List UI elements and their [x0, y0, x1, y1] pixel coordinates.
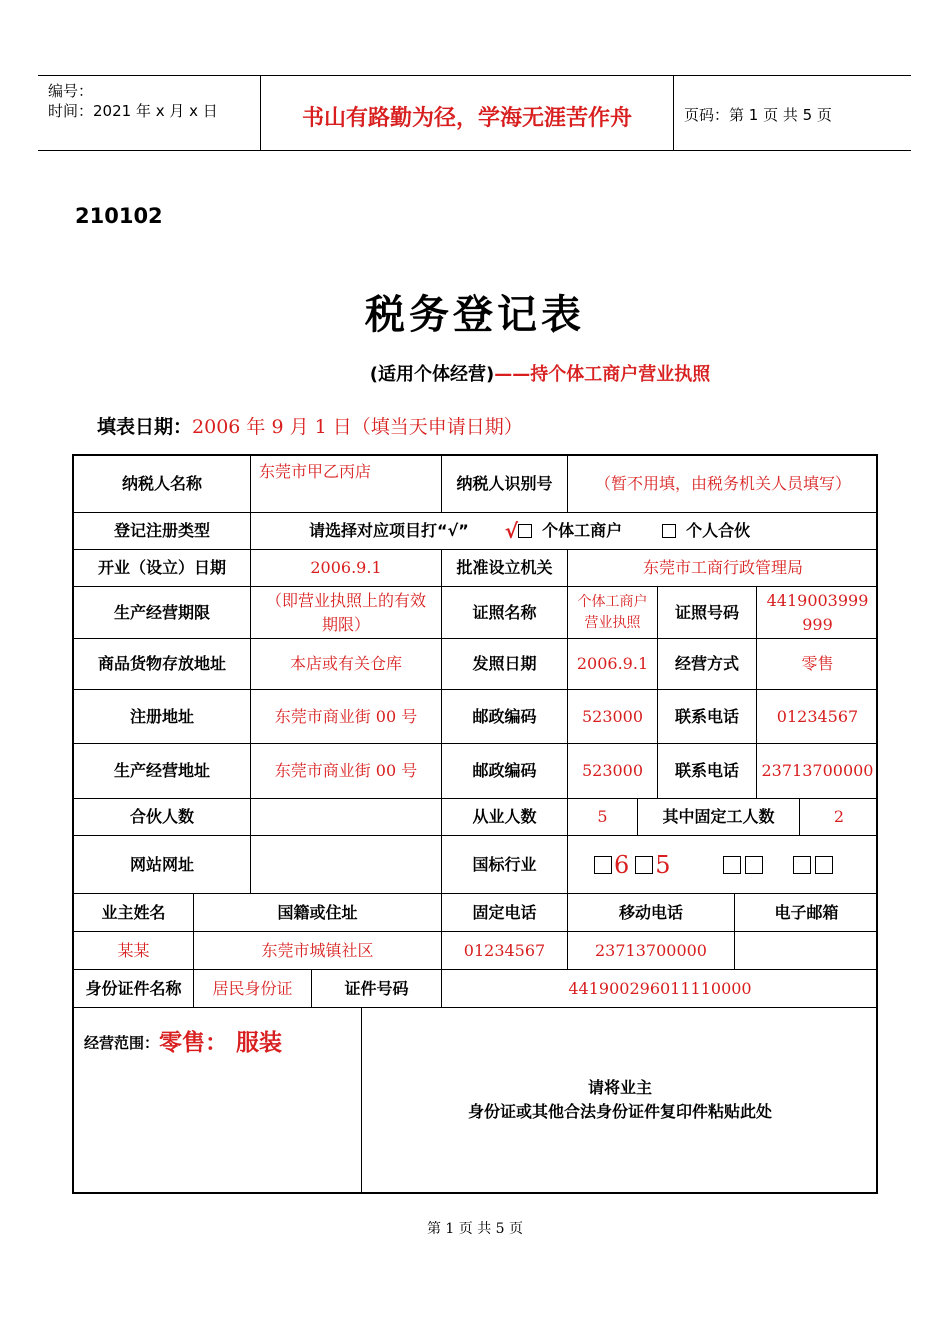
business-address-label: 生产经营地址 [74, 744, 251, 799]
business-period-field[interactable]: （即营业执照上的有效期限） [251, 587, 442, 639]
number-label: 编号： [48, 82, 94, 100]
partner-count-field[interactable] [251, 799, 442, 836]
id-copy-paste-area [362, 1008, 878, 1192]
email-header: 电子邮箱 [735, 894, 878, 932]
motto: 书山有路勤为径，学海无涯苦作舟 [301, 106, 632, 131]
individual-business-checkbox[interactable] [518, 524, 532, 538]
approving-authority-label: 批准设立机关 [442, 550, 568, 587]
id-number-label: 证件号码 [312, 970, 442, 1008]
time-label: 时间：2021 年 x 月 x 日 [48, 102, 218, 120]
owner-name-header: 业主姓名 [74, 894, 194, 932]
taxpayer-name-field[interactable]: 东莞市甲乙丙店 [251, 456, 442, 513]
business-scope-value: 零售： 服装 [159, 1029, 283, 1056]
fill-date [97, 412, 523, 439]
paste-instruction-line1: 请将业主 [587, 1078, 652, 1097]
owner-name-field[interactable]: 某某 [74, 932, 194, 970]
page-footer: 第 1 页 共 5 页 [426, 1221, 524, 1237]
industry-digit-2: 5 [655, 850, 671, 879]
storage-address-field[interactable]: 本店或有关仓库 [251, 639, 442, 690]
business-address-field[interactable]: 东莞市商业街 00 号 [251, 744, 442, 799]
partnership-option: 个人合伙 [686, 521, 751, 540]
landline-header: 固定电话 [442, 894, 568, 932]
fixed-worker-count-label: 其中固定工人数 [638, 799, 800, 836]
header-bottom-rule [38, 150, 911, 151]
taxpayer-name-label: 纳税人名称 [74, 456, 251, 513]
website-label: 网站网址 [74, 836, 251, 894]
owner-mobile-field[interactable]: 23713700000 [568, 932, 735, 970]
individual-business-option: 个体工商户 [542, 521, 623, 540]
registered-address-field[interactable]: 东莞市商业街 00 号 [251, 690, 442, 744]
registered-address-label: 注册地址 [74, 690, 251, 744]
industry-digit-1: 6 [614, 850, 630, 879]
license-number-field[interactable]: 4419003999999 [757, 587, 878, 639]
license-name-field[interactable]: 个体工商户营业执照 [568, 587, 658, 639]
digit-box[interactable] [594, 856, 612, 874]
postal-code-label: 邮政编码 [442, 690, 568, 744]
subtitle-license: ——持个体工商户营业执照 [494, 364, 711, 385]
page-info: 页码：第 1 页 共 5 页 [684, 106, 832, 124]
opening-date-label: 开业（设立）日期 [74, 550, 251, 587]
taxpayer-id-label: 纳税人识别号 [442, 456, 568, 513]
industry-code-boxes[interactable] [568, 836, 878, 894]
industry-code-label: 国标行业 [442, 836, 568, 894]
id-number-field[interactable]: 441900296011110000 [442, 970, 878, 1008]
check-mark-icon: √ [504, 519, 519, 543]
license-name-label: 证照名称 [442, 587, 568, 639]
fill-date-label: 填表日期： [97, 416, 193, 438]
digit-box[interactable] [793, 856, 811, 874]
business-mode-label: 经营方式 [658, 639, 757, 690]
fill-date-value: 2006 年 9 月 1 日（填当天申请日期） [192, 416, 523, 438]
header-divider [673, 75, 674, 150]
phone-label: 联系电话 [658, 690, 757, 744]
partnership-checkbox[interactable] [662, 524, 676, 538]
business-scope-label: 经营范围： [84, 1034, 160, 1052]
subtitle-applicability: (适用个体经营) [369, 364, 495, 385]
registration-type-label: 登记注册类型 [74, 513, 251, 550]
mobile-header: 移动电话 [568, 894, 735, 932]
postal-code-label: 邮政编码 [442, 744, 568, 799]
digit-box[interactable] [635, 856, 653, 874]
header-divider [260, 75, 261, 150]
phone-field[interactable]: 01234567 [757, 690, 878, 744]
registration-type-options [251, 513, 878, 550]
phone-field[interactable]: 23713700000 [757, 744, 878, 799]
nationality-address-header: 国籍或住址 [194, 894, 442, 932]
approving-authority-field[interactable]: 东莞市工商行政管理局 [568, 550, 878, 587]
form-code: 210102 [75, 204, 163, 228]
license-number-label: 证照号码 [658, 587, 757, 639]
website-field[interactable] [251, 836, 442, 894]
page-title: 税务登记表 [365, 291, 585, 338]
storage-address-label: 商品货物存放地址 [74, 639, 251, 690]
registration-table [72, 454, 878, 1194]
subtitle [0, 360, 950, 386]
employee-count-label: 从业人数 [442, 799, 568, 836]
business-mode-field[interactable]: 零售 [757, 639, 878, 690]
owner-address-field[interactable]: 东莞市城镇社区 [194, 932, 442, 970]
digit-box[interactable] [815, 856, 833, 874]
owner-email-field[interactable] [735, 932, 878, 970]
business-scope-cell[interactable] [74, 1008, 362, 1192]
digit-box[interactable] [745, 856, 763, 874]
paste-instruction-line2: 身份证或其他合法身份证件复印件粘贴此处 [467, 1102, 772, 1121]
header-top-rule [38, 75, 911, 76]
opening-date-field[interactable]: 2006.9.1 [251, 550, 442, 587]
fixed-worker-count-field[interactable]: 2 [800, 799, 878, 836]
postal-code-field[interactable]: 523000 [568, 690, 658, 744]
issue-date-field[interactable]: 2006.9.1 [568, 639, 658, 690]
business-period-label: 生产经营期限 [74, 587, 251, 639]
phone-label: 联系电话 [658, 744, 757, 799]
employee-count-field[interactable]: 5 [568, 799, 638, 836]
owner-landline-field[interactable]: 01234567 [442, 932, 568, 970]
issue-date-label: 发照日期 [442, 639, 568, 690]
id-document-name-field[interactable]: 居民身份证 [194, 970, 312, 1008]
registration-type-instruction: 请选择对应项目打“√” [309, 521, 469, 540]
digit-box[interactable] [723, 856, 741, 874]
postal-code-field[interactable]: 523000 [568, 744, 658, 799]
partner-count-label: 合伙人数 [74, 799, 251, 836]
id-document-name-label: 身份证件名称 [74, 970, 194, 1008]
taxpayer-id-field[interactable]: （暂不用填，由税务机关人员填写） [568, 456, 878, 513]
